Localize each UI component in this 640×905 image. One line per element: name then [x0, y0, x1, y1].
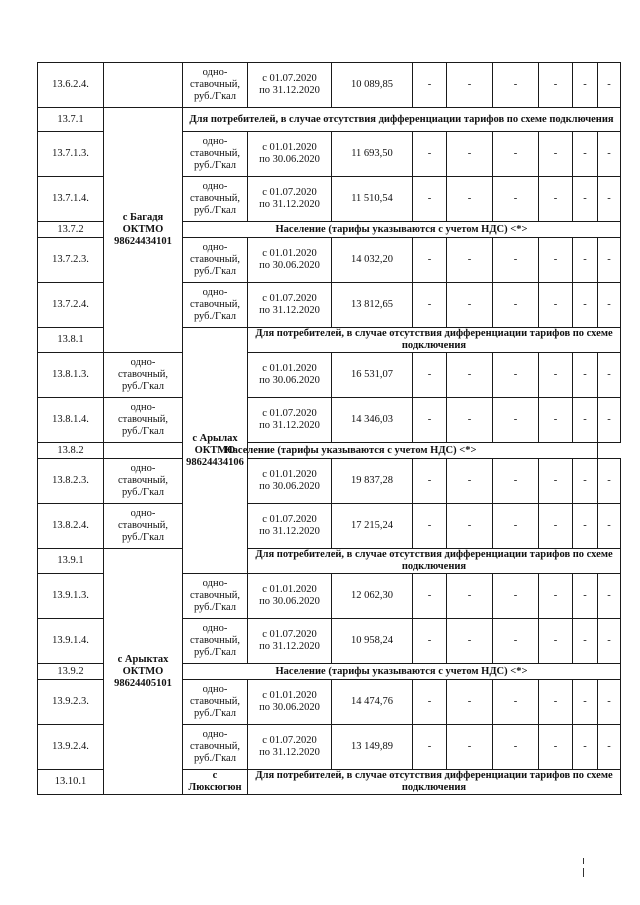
unit-cell-line: ставочный,: [117, 475, 169, 486]
place-label: 98624434106: [186, 456, 244, 468]
price-cell: 19 837,28: [332, 459, 413, 504]
unit-cell-line: одно-: [202, 578, 228, 589]
empty-value-cell: -: [413, 238, 447, 283]
unit-cell-line: одно-: [202, 287, 228, 298]
empty-value-cell: -: [493, 353, 539, 398]
row-code: 13.7.1: [38, 108, 104, 132]
empty-value-cell: -: [413, 680, 447, 725]
price-cell: 13 149,89: [332, 725, 413, 770]
empty-value-cell: -: [413, 283, 447, 328]
unit-cell-line: руб./Гкал: [193, 708, 237, 719]
row-code: 13.7.2.4.: [38, 283, 104, 328]
empty-value-cell: -: [539, 238, 573, 283]
empty-value-cell: -: [598, 283, 621, 328]
population-header: Население (тарифы указываются с учетом НДС) <*>: [104, 443, 598, 459]
period-cell: [248, 504, 332, 549]
unit-cell-line: одно-: [202, 67, 228, 78]
section-header: Для потребителей, в случае отсутствия дифференциации тарифов по схеме подключения: [248, 328, 621, 353]
empty-value-cell: -: [413, 619, 447, 664]
unit-cell: [183, 725, 248, 770]
empty-value-cell: -: [573, 177, 598, 222]
margin-mark: [583, 868, 584, 877]
unit-cell-line: одно-: [202, 242, 228, 253]
period-cell-line: по 31.12.2020: [259, 747, 320, 758]
period-cell-line: с 01.07.2020: [262, 187, 317, 198]
period-cell-line: с 01.01.2020: [262, 142, 317, 153]
unit-cell-line: одно-: [202, 181, 228, 192]
unit-cell: [104, 398, 183, 443]
empty-value-cell: -: [598, 725, 621, 770]
row-code: 13.9.1.4.: [38, 619, 104, 664]
period-cell: [248, 353, 332, 398]
place-cell: [104, 108, 183, 353]
table-row: [38, 353, 621, 398]
row-code: 13.7.1.3.: [38, 132, 104, 177]
period-cell-line: с 01.07.2020: [262, 73, 317, 84]
place-label: 98624405101: [114, 677, 172, 689]
unit-cell-line: одно-: [202, 729, 228, 740]
period-cell-line: по 30.06.2020: [259, 260, 320, 271]
row-code: 13.10.1: [38, 770, 104, 795]
empty-value-cell: -: [413, 353, 447, 398]
unit-cell-line: ставочный,: [189, 635, 241, 646]
empty-value-cell: -: [447, 398, 493, 443]
empty-value-cell: -: [447, 177, 493, 222]
empty-value-cell: -: [493, 504, 539, 549]
empty-value-cell: -: [413, 459, 447, 504]
place-label: ОКТМО: [122, 665, 164, 677]
row-code: 13.9.1.3.: [38, 574, 104, 619]
period-cell-line: по 31.12.2020: [259, 641, 320, 652]
period-cell-line: с 01.01.2020: [262, 363, 317, 374]
unit-cell-line: ставочный,: [189, 193, 241, 204]
empty-value-cell: -: [598, 398, 621, 443]
empty-value-cell: -: [493, 238, 539, 283]
empty-value-cell: -: [447, 574, 493, 619]
place-label: ОКТМО: [194, 444, 236, 456]
empty-value-cell: -: [598, 619, 621, 664]
empty-value-cell: -: [573, 619, 598, 664]
price-cell: 16 531,07: [332, 353, 413, 398]
place-label: с Арыктах: [117, 653, 169, 665]
row-code: 13.8.1: [38, 328, 104, 353]
empty-value-cell: -: [598, 459, 621, 504]
empty-value-cell: -: [447, 132, 493, 177]
empty-value-cell: -: [447, 459, 493, 504]
place-label: 98624434101: [114, 236, 172, 247]
row-code: 13.7.1.4.: [38, 177, 104, 222]
unit-cell-line: руб./Гкал: [193, 753, 237, 764]
section-header-row: [38, 549, 621, 574]
empty-value-cell: -: [413, 177, 447, 222]
row-code: 13.8.2: [38, 443, 104, 459]
period-cell-line: по 30.06.2020: [259, 481, 320, 492]
unit-cell-line: ставочный,: [189, 148, 241, 159]
empty-value-cell: -: [573, 680, 598, 725]
empty-value-cell: -: [598, 353, 621, 398]
unit-cell: [183, 132, 248, 177]
unit-cell-line: ставочный,: [189, 79, 241, 90]
period-cell-line: по 30.06.2020: [259, 702, 320, 713]
row-code: 13.9.2.4.: [38, 725, 104, 770]
empty-value-cell: -: [539, 574, 573, 619]
unit-cell-line: руб./Гкал: [121, 426, 165, 437]
empty-value-cell: -: [447, 353, 493, 398]
period-cell-line: с 01.01.2020: [262, 248, 317, 259]
period-cell-line: с 01.07.2020: [262, 514, 317, 525]
period-cell: [248, 680, 332, 725]
unit-cell-line: ставочный,: [189, 254, 241, 265]
empty-value-cell: -: [493, 619, 539, 664]
table-row: [38, 63, 621, 108]
period-cell-line: по 30.06.2020: [259, 375, 320, 386]
period-cell: [248, 619, 332, 664]
period-cell-line: по 30.06.2020: [259, 596, 320, 607]
period-cell-line: с 01.01.2020: [262, 584, 317, 595]
empty-value-cell: -: [413, 504, 447, 549]
unit-cell-line: руб./Гкал: [121, 381, 165, 392]
table-row: [38, 398, 621, 443]
price-cell: 14 032,20: [332, 238, 413, 283]
unit-cell-line: одно-: [202, 684, 228, 695]
empty-value-cell: -: [573, 283, 598, 328]
empty-value-cell: -: [573, 238, 598, 283]
place-label: ОКТМО: [122, 224, 164, 235]
period-cell: [248, 132, 332, 177]
table-row: [38, 504, 621, 549]
price-cell: 12 062,30: [332, 574, 413, 619]
period-cell-line: с 01.01.2020: [262, 690, 317, 701]
empty-value-cell: -: [573, 504, 598, 549]
empty-value-cell: -: [447, 63, 493, 108]
unit-cell: [183, 680, 248, 725]
period-cell-line: с 01.01.2020: [262, 469, 317, 480]
period-cell: [248, 398, 332, 443]
row-code: 13.8.2.3.: [38, 459, 104, 504]
empty-value-cell: -: [413, 63, 447, 108]
price-cell: 14 346,03: [332, 398, 413, 443]
unit-cell-line: ставочный,: [189, 741, 241, 752]
price-cell: 10 958,24: [332, 619, 413, 664]
table-row: [38, 459, 621, 504]
unit-cell-line: руб./Гкал: [193, 311, 237, 322]
price-cell: 11 510,54: [332, 177, 413, 222]
tariff-table-body: [38, 63, 621, 795]
section-header: Для потребителей, в случае отсутствия дифференциации тарифов по схеме подключения: [183, 108, 621, 132]
period-cell: [248, 177, 332, 222]
period-cell-line: по 31.12.2020: [259, 420, 320, 431]
empty-value-cell: -: [539, 63, 573, 108]
margin-mark: [583, 858, 584, 864]
row-code: 13.8.2.4.: [38, 504, 104, 549]
place-cell: с Люксюгюн: [183, 770, 248, 795]
unit-cell-line: ставочный,: [117, 369, 169, 380]
price-cell: 11 693,50: [332, 132, 413, 177]
period-cell-line: по 30.06.2020: [259, 154, 320, 165]
empty-value-cell: -: [413, 574, 447, 619]
empty-value-cell: -: [493, 680, 539, 725]
unit-cell-line: одно-: [202, 136, 228, 147]
empty-value-cell: -: [447, 725, 493, 770]
place-cell: [104, 63, 183, 108]
period-cell: [248, 574, 332, 619]
unit-cell: [183, 574, 248, 619]
row-code: 13.9.2: [38, 664, 104, 680]
row-code: 13.8.1.4.: [38, 398, 104, 443]
empty-value-cell: -: [598, 132, 621, 177]
row-code: 13.7.2: [38, 222, 104, 238]
empty-value-cell: -: [493, 132, 539, 177]
period-cell-line: с 01.07.2020: [262, 408, 317, 419]
tariff-table: [37, 62, 621, 795]
empty-value-cell: -: [493, 63, 539, 108]
period-cell-line: по 31.12.2020: [259, 85, 320, 96]
population-header-row: [38, 443, 621, 459]
period-cell-line: по 31.12.2020: [259, 305, 320, 316]
unit-cell-line: ставочный,: [117, 414, 169, 425]
period-cell-line: с 01.07.2020: [262, 629, 317, 640]
empty-value-cell: -: [413, 725, 447, 770]
row-code: 13.7.2.3.: [38, 238, 104, 283]
empty-value-cell: -: [573, 132, 598, 177]
unit-cell-line: одно-: [130, 357, 156, 368]
empty-value-cell: -: [573, 353, 598, 398]
unit-cell-line: одно-: [130, 508, 156, 519]
period-cell-line: по 31.12.2020: [259, 526, 320, 537]
empty-value-cell: -: [447, 619, 493, 664]
unit-cell-line: руб./Гкал: [193, 647, 237, 658]
empty-value-cell: -: [573, 398, 598, 443]
empty-value-cell: -: [598, 504, 621, 549]
period-cell: [248, 283, 332, 328]
empty-value-cell: -: [539, 680, 573, 725]
empty-value-cell: -: [573, 725, 598, 770]
population-header: Население (тарифы указываются с учетом НДС) <*>: [183, 222, 621, 238]
unit-cell-line: одно-: [130, 402, 156, 413]
empty-value-cell: -: [539, 504, 573, 549]
row-code: 13.9.1: [38, 549, 104, 574]
empty-value-cell: -: [598, 63, 621, 108]
unit-cell-line: ставочный,: [117, 520, 169, 531]
period-cell: [248, 63, 332, 108]
unit-cell-line: ставочный,: [189, 590, 241, 601]
empty-value-cell: -: [573, 459, 598, 504]
population-header: Население (тарифы указываются с учетом НДС) <*>: [183, 664, 621, 680]
price-cell: 13 812,65: [332, 283, 413, 328]
unit-cell-line: руб./Гкал: [193, 205, 237, 216]
empty-value-cell: -: [493, 459, 539, 504]
price-cell: 17 215,24: [332, 504, 413, 549]
place-label: с Арылах: [192, 432, 238, 444]
unit-cell-line: руб./Гкал: [193, 160, 237, 171]
empty-value-cell: -: [539, 283, 573, 328]
empty-value-cell: -: [493, 398, 539, 443]
empty-value-cell: -: [539, 398, 573, 443]
empty-value-cell: -: [539, 353, 573, 398]
price-cell: 10 089,85: [332, 63, 413, 108]
empty-value-cell: -: [598, 574, 621, 619]
price-cell: 14 474,76: [332, 680, 413, 725]
empty-value-cell: -: [413, 132, 447, 177]
row-code: 13.9.2.3.: [38, 680, 104, 725]
empty-value-cell: -: [493, 283, 539, 328]
empty-value-cell: -: [598, 680, 621, 725]
unit-cell-line: руб./Гкал: [121, 532, 165, 543]
period-cell: [248, 725, 332, 770]
unit-cell: [183, 283, 248, 328]
period-cell-line: с 01.07.2020: [262, 735, 317, 746]
empty-value-cell: -: [493, 177, 539, 222]
empty-value-cell: -: [539, 459, 573, 504]
unit-cell: [104, 459, 183, 504]
place-cell: [104, 549, 183, 795]
unit-cell-line: руб./Гкал: [193, 266, 237, 277]
empty-value-cell: -: [493, 725, 539, 770]
unit-cell-line: одно-: [202, 623, 228, 634]
empty-value-cell: -: [447, 238, 493, 283]
period-cell: [248, 459, 332, 504]
empty-value-cell: -: [539, 132, 573, 177]
empty-value-cell: -: [598, 177, 621, 222]
section-header: Для потребителей, в случае отсутствия дифференциации тарифов по схеме подключения: [248, 770, 621, 795]
empty-value-cell: -: [539, 725, 573, 770]
place-label: с Багадя: [122, 212, 164, 223]
empty-value-cell: -: [573, 574, 598, 619]
empty-value-cell: -: [598, 238, 621, 283]
unit-cell-line: одно-: [130, 463, 156, 474]
empty-value-cell: -: [539, 177, 573, 222]
unit-cell: [183, 238, 248, 283]
period-cell-line: с 01.07.2020: [262, 293, 317, 304]
unit-cell-line: руб./Гкал: [121, 487, 165, 498]
unit-cell: [104, 504, 183, 549]
empty-value-cell: -: [493, 574, 539, 619]
empty-value-cell: -: [539, 619, 573, 664]
period-cell-line: по 31.12.2020: [259, 199, 320, 210]
unit-cell: [104, 353, 183, 398]
period-cell: [248, 238, 332, 283]
unit-cell: [183, 177, 248, 222]
empty-value-cell: -: [447, 283, 493, 328]
unit-cell-line: руб./Гкал: [193, 602, 237, 613]
unit-cell-line: руб./Гкал: [193, 91, 237, 102]
row-code: 13.6.2.4.: [38, 63, 104, 108]
empty-value-cell: -: [413, 398, 447, 443]
unit-cell: [183, 63, 248, 108]
row-code: 13.8.1.3.: [38, 353, 104, 398]
unit-cell-line: ставочный,: [189, 696, 241, 707]
unit-cell-line: ставочный,: [189, 299, 241, 310]
empty-value-cell: -: [447, 680, 493, 725]
unit-cell: [183, 619, 248, 664]
section-header-row: [38, 108, 621, 132]
empty-value-cell: -: [447, 504, 493, 549]
empty-value-cell: -: [573, 63, 598, 108]
section-header: Для потребителей, в случае отсутствия дифференциации тарифов по схеме подключения: [248, 549, 621, 574]
